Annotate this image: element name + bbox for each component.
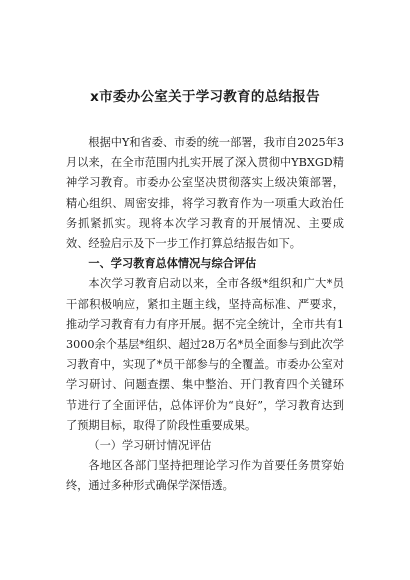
subsection-1-paragraph: 各地区各部门坚持把理论学习作为首要任务贯穿始终，通过多种形式确保学深悟透。	[66, 459, 344, 493]
document-title: x市委办公室关于学习教育的总结报告	[90, 89, 320, 105]
section-1-paragraph: 本次学习教育启动以来，全市各级*组织和广大*员干部积极响应，紧扣主题主线，坚持高标准、严要求，推动学习教育有力有序开展。据不完全统计，全市共有13000余个基层*组织、超过28万名*员全面参与到此次学习教育中，实现了*员干部参与的全覆盖。市委办公室对学习研讨、问题查摆、集中整治、开门教育四个关键环节进行了全面评估，总体评价为“良好”，学习教育达到了预期目标，取得了阶段性重要成果。	[66, 277, 344, 432]
subsection-heading-1: （一）学习研讨情况评估	[88, 439, 212, 453]
intro-paragraph: 根据中Y和省委、市委的统一部署，我市自2025年3月以来，在全市范围内扎实开展了深入贯彻中YBXGD精神学习教育。市委办公室坚决贯彻落实上级决策部署，精心组织、周密安排，将学习教育作为一项重大政治任务抓紧抓实。现将本次学习教育的开展情况、主要成效、经验启示及下一步工作打算总结报告如下。	[66, 136, 344, 251]
section-heading-1: 一、学习教育总体情况与综合评估	[88, 257, 257, 271]
